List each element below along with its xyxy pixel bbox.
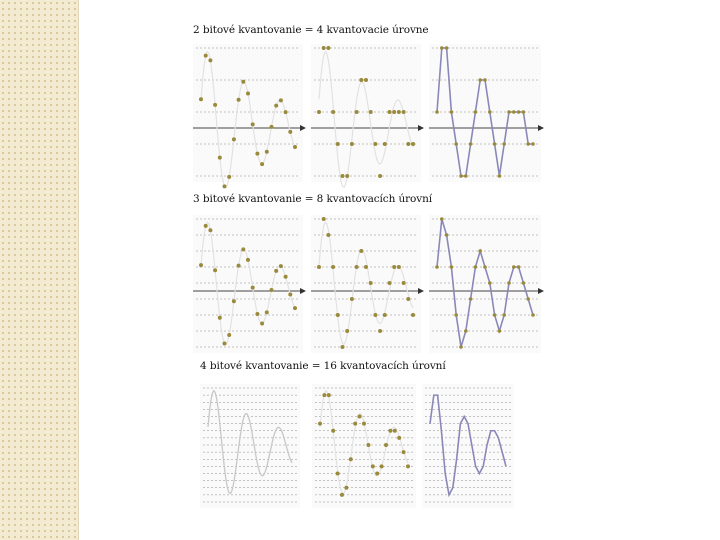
sample-dot xyxy=(279,98,283,102)
quantized-sample-dot xyxy=(512,265,516,269)
sample-dot xyxy=(237,98,241,102)
quantized-sample-dot xyxy=(383,142,387,146)
quantized-sample-dot xyxy=(350,297,354,301)
quantized-sample-dot xyxy=(326,46,330,50)
sample-dot xyxy=(218,316,222,320)
quantized-sample-dot xyxy=(364,265,368,269)
quantized-sample-dot xyxy=(493,142,497,146)
quantized-sample-dot xyxy=(517,110,521,114)
quantized-sample-dot xyxy=(397,265,401,269)
quantized-sample-dot xyxy=(371,464,375,468)
quantized-sample-dot xyxy=(393,429,397,433)
sample-dot xyxy=(208,58,212,62)
quantized-sample-dot xyxy=(344,486,348,490)
quantized-sample-dot xyxy=(474,265,478,269)
quantized-sample-dot xyxy=(464,329,468,333)
quantized-sample-dot xyxy=(488,110,492,114)
quantized-sample-dot xyxy=(483,265,487,269)
sample-dot xyxy=(241,247,245,251)
sample-dot xyxy=(288,293,292,297)
sample-dot xyxy=(199,97,203,101)
sample-dot xyxy=(241,80,245,84)
quantized-sample-dot xyxy=(507,281,511,285)
quantized-sample-dot xyxy=(336,142,340,146)
quantized-sample-dot xyxy=(380,464,384,468)
section-title-3bit: 3 bitové kvantovanie = 8 kvantovacích úrovní xyxy=(193,193,433,205)
quantized-sample-dot xyxy=(450,265,454,269)
quantized-sample-dot xyxy=(478,249,482,253)
quantized-sample-dot xyxy=(507,110,511,114)
sample-dot xyxy=(265,150,269,154)
quantized-sample-dot xyxy=(373,142,377,146)
sample-dot xyxy=(246,258,250,262)
quantized-sample-dot xyxy=(369,281,373,285)
quantized-sample-dot xyxy=(317,110,321,114)
quantized-sample-dot xyxy=(526,297,530,301)
sample-dot xyxy=(270,288,274,292)
quantized-sample-dot xyxy=(378,329,382,333)
sample-dot xyxy=(288,130,292,134)
quantized-sample-dot xyxy=(469,297,473,301)
quantized-sample-dot xyxy=(435,265,439,269)
sample-dot xyxy=(232,299,236,303)
sample-dot xyxy=(270,125,274,129)
sample-dot xyxy=(208,228,212,232)
sample-dot xyxy=(218,156,222,160)
quantized-sample-dot xyxy=(362,422,366,426)
sample-dot xyxy=(251,286,255,290)
quantized-sample-dot xyxy=(341,345,345,349)
quantized-sample-dot xyxy=(392,265,396,269)
quantized-sample-dot xyxy=(327,393,331,397)
sample-dot xyxy=(199,263,203,267)
quantized-sample-dot xyxy=(326,233,330,237)
quantized-sample-dot xyxy=(359,249,363,253)
quantized-sample-dot xyxy=(378,174,382,178)
sample-dot xyxy=(223,342,227,346)
sample-dot xyxy=(260,162,264,166)
quantized-sample-dot xyxy=(331,429,335,433)
quantized-sample-dot xyxy=(435,110,439,114)
sample-dot xyxy=(255,312,259,316)
sample-dot xyxy=(227,333,231,337)
quantized-sample-dot xyxy=(345,329,349,333)
sample-dot xyxy=(251,122,255,126)
quantized-sample-dot xyxy=(317,265,321,269)
quantized-sample-dot xyxy=(502,142,506,146)
sample-dot xyxy=(265,310,269,314)
sample-dot xyxy=(223,184,227,188)
quantized-sample-dot xyxy=(318,422,322,426)
sample-dot xyxy=(232,137,236,141)
section-title-2bit: 2 bitové kvantovanie = 4 kvantovacie úrovne xyxy=(193,24,429,36)
quantized-sample-dot xyxy=(445,46,449,50)
panel-background xyxy=(200,384,300,508)
sample-dot xyxy=(237,264,241,268)
quantized-sample-dot xyxy=(459,345,463,349)
quantized-sample-dot xyxy=(478,78,482,82)
quantized-sample-dot xyxy=(402,110,406,114)
quantized-sample-dot xyxy=(358,415,362,419)
quantized-sample-dot xyxy=(345,174,349,178)
quantized-sample-dot xyxy=(369,110,373,114)
quantized-sample-dot xyxy=(322,393,326,397)
quantized-sample-dot xyxy=(331,110,335,114)
sample-dot xyxy=(293,306,297,310)
quantized-sample-dot xyxy=(493,313,497,317)
quantized-sample-dot xyxy=(388,281,392,285)
quantized-sample-dot xyxy=(474,110,478,114)
quantized-sample-dot xyxy=(355,265,359,269)
sample-dot xyxy=(204,54,208,58)
quantized-sample-dot xyxy=(406,297,410,301)
quantized-sample-dot xyxy=(502,313,506,317)
quantized-sample-dot xyxy=(459,174,463,178)
quantized-sample-dot xyxy=(469,142,473,146)
sample-dot xyxy=(246,91,250,95)
quantized-sample-dot xyxy=(383,313,387,317)
sample-dot xyxy=(284,110,288,114)
quantized-sample-dot xyxy=(402,281,406,285)
quantized-sample-dot xyxy=(359,78,363,82)
quantized-sample-dot xyxy=(388,110,392,114)
quantized-sample-dot xyxy=(522,281,526,285)
quantized-sample-dot xyxy=(522,110,526,114)
sample-dot xyxy=(293,145,297,149)
sample-dot xyxy=(255,152,259,156)
quantized-sample-dot xyxy=(388,429,392,433)
quantized-sample-dot xyxy=(341,174,345,178)
quantized-sample-dot xyxy=(531,142,535,146)
quantized-sample-dot xyxy=(517,265,521,269)
quantized-sample-dot xyxy=(464,174,468,178)
quantized-sample-dot xyxy=(488,281,492,285)
quantized-sample-dot xyxy=(498,174,502,178)
sample-dot xyxy=(274,104,278,108)
quantized-sample-dot xyxy=(340,493,344,497)
quantized-sample-dot xyxy=(366,443,370,447)
quantized-sample-dot xyxy=(355,110,359,114)
quantized-sample-dot xyxy=(349,457,353,461)
quantized-sample-dot xyxy=(322,217,326,221)
quantized-sample-dot xyxy=(402,450,406,454)
quantized-sample-dot xyxy=(353,422,357,426)
quantized-sample-dot xyxy=(336,313,340,317)
quantized-sample-dot xyxy=(336,472,340,476)
quantized-sample-dot xyxy=(445,233,449,237)
sample-dot xyxy=(204,224,208,228)
quantized-sample-dot xyxy=(450,110,454,114)
quantized-sample-dot xyxy=(375,472,379,476)
quantized-sample-dot xyxy=(483,78,487,82)
quantized-sample-dot xyxy=(440,217,444,221)
quantized-sample-dot xyxy=(322,46,326,50)
quantized-sample-dot xyxy=(411,313,415,317)
quantized-sample-dot xyxy=(498,329,502,333)
quantized-sample-dot xyxy=(454,313,458,317)
sample-dot xyxy=(279,264,283,268)
quantized-sample-dot xyxy=(384,443,388,447)
quantized-sample-dot xyxy=(331,265,335,269)
quantized-sample-dot xyxy=(440,46,444,50)
quantized-sample-dot xyxy=(512,110,516,114)
quantized-sample-dot xyxy=(392,110,396,114)
sample-dot xyxy=(274,269,278,273)
quantized-sample-dot xyxy=(531,313,535,317)
sample-dot xyxy=(260,321,264,325)
quantized-sample-dot xyxy=(454,142,458,146)
quantized-sample-dot xyxy=(411,142,415,146)
quantized-sample-dot xyxy=(397,436,401,440)
section-title-4bit: 4 bitové kvantovanie = 16 kvantovacích úrovní xyxy=(200,360,446,372)
quantized-sample-dot xyxy=(364,78,368,82)
panel-background xyxy=(312,384,416,508)
quantized-sample-dot xyxy=(350,142,354,146)
quantized-sample-dot xyxy=(406,464,410,468)
quantized-sample-dot xyxy=(397,110,401,114)
sample-dot xyxy=(213,103,217,107)
sample-dot xyxy=(213,268,217,272)
panel-background xyxy=(193,215,303,353)
sample-dot xyxy=(227,175,231,179)
quantized-sample-dot xyxy=(406,142,410,146)
quantized-sample-dot xyxy=(526,142,530,146)
sample-dot xyxy=(284,275,288,279)
quantized-sample-dot xyxy=(373,313,377,317)
